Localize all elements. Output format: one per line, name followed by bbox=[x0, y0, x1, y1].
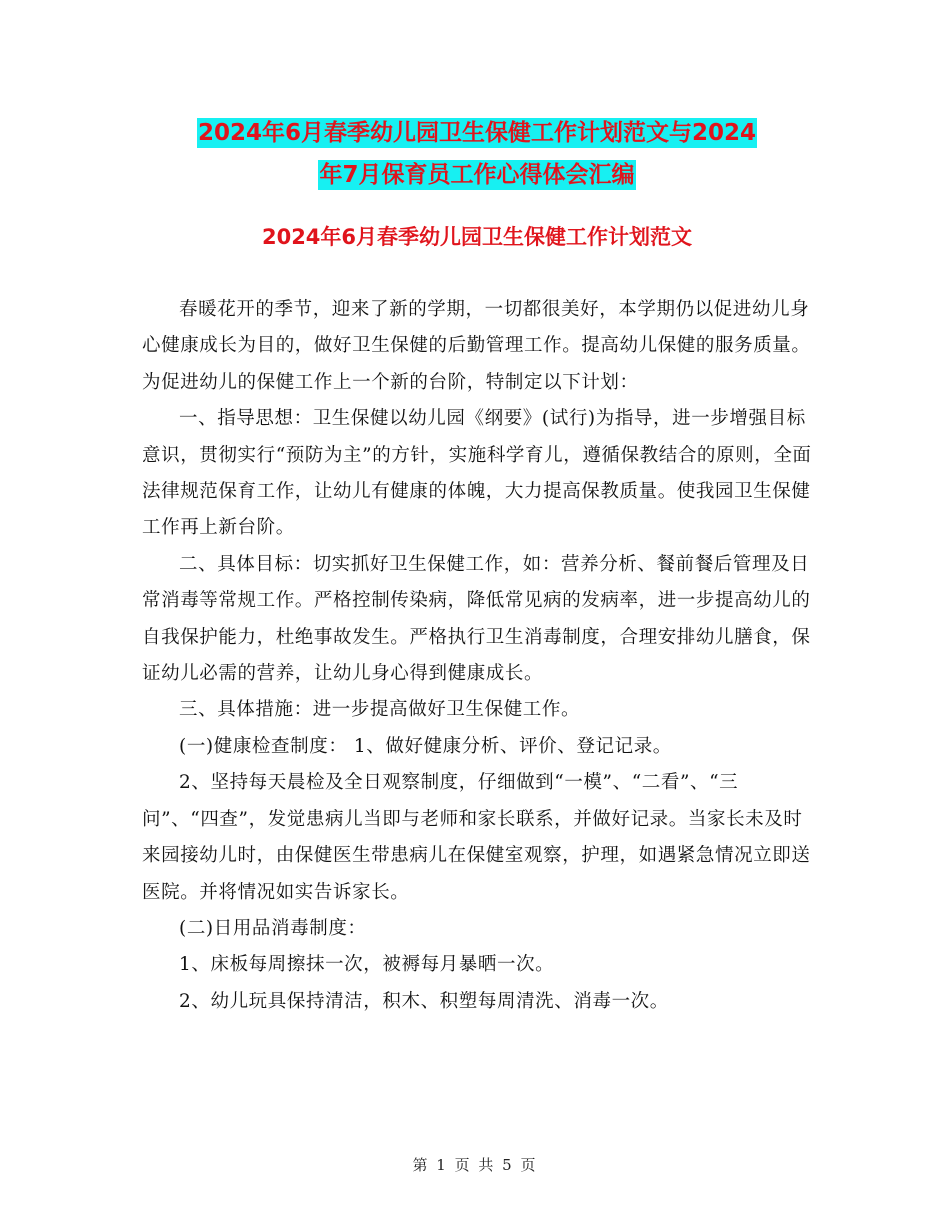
paragraph-disinfection-heading: (二)日用品消毒制度： bbox=[179, 917, 367, 939]
paragraph-guiding-ideology: 一、指导思想：卫生保健以幼儿园《纲要》(试行)为指导，进一步增强目标意识，贯彻实行“预防为主”的方针，实施科学育儿，遵循保教结合的原则，全面法律规范保育工作，让幼儿有健康的体魄，大力提高保教质量。使我园卫生保健工作再上新台阶。 bbox=[142, 408, 812, 539]
paragraph-intro: 春暖花开的季节，迎来了新的学期，一切都很美好，本学期仍以促进幼儿身心健康成长为目的，做好卫生保健的后勤管理工作。提高幼儿保健的服务质量。为促进幼儿的保健工作上一个新的台阶，特制定以下计划： bbox=[142, 299, 811, 393]
paragraph-specific-measures: 三、具体措施：进一步提高做好卫生保健工作。 bbox=[179, 699, 581, 721]
paragraph-bed-cleaning: 1、床板每周擦抹一次，被褥每月暴晒一次。 bbox=[179, 954, 555, 976]
title-line-2: 年7月保育员工作心得体会汇编 bbox=[319, 162, 635, 188]
paragraph-specific-goals: 二、具体目标：切实抓好卫生保健工作，如：营养分析、餐前餐后管理及日常消毒等常规工作。严格控制传染病，降低常见病的发病率，进一步提高幼儿的自我保护能力，杜绝事故发生。严格执行卫生消毒制度，合理安排幼儿膳食，保证幼儿必需的营养，让幼儿身心得到健康成长。 bbox=[142, 553, 811, 685]
document-title bbox=[142, 112, 812, 196]
paragraph-health-check: (一)健康检查制度： 1、做好健康分析、评价、登记记录。 bbox=[179, 735, 672, 757]
paragraph-toy-cleaning: 2、幼儿玩具保持清洁，积木、积塑每周清洗、消毒一次。 bbox=[179, 990, 669, 1012]
paragraph-morning-check: 2、坚持每天晨检及全日观察制度，仔细做到“一模”、“二看”、“三问”、“四查”，发觉患病儿当即与老师和家长联系，并做好记录。当家长未及时来园接幼儿时，由保健医生带患病儿在保健室观察，护理，如遇紧急情况立即送医院。并将情况如实告诉家长。 bbox=[142, 772, 811, 903]
document-body bbox=[142, 292, 812, 1020]
page-number-footer: 第 1 页 共 5 页 bbox=[412, 1156, 538, 1174]
title-line-1: 2024年6月春季幼儿园卫生保健工作计划范文与2024 bbox=[197, 120, 757, 146]
section-heading: 2024年6月春季幼儿园卫生保健工作计划范文 bbox=[261, 225, 693, 249]
